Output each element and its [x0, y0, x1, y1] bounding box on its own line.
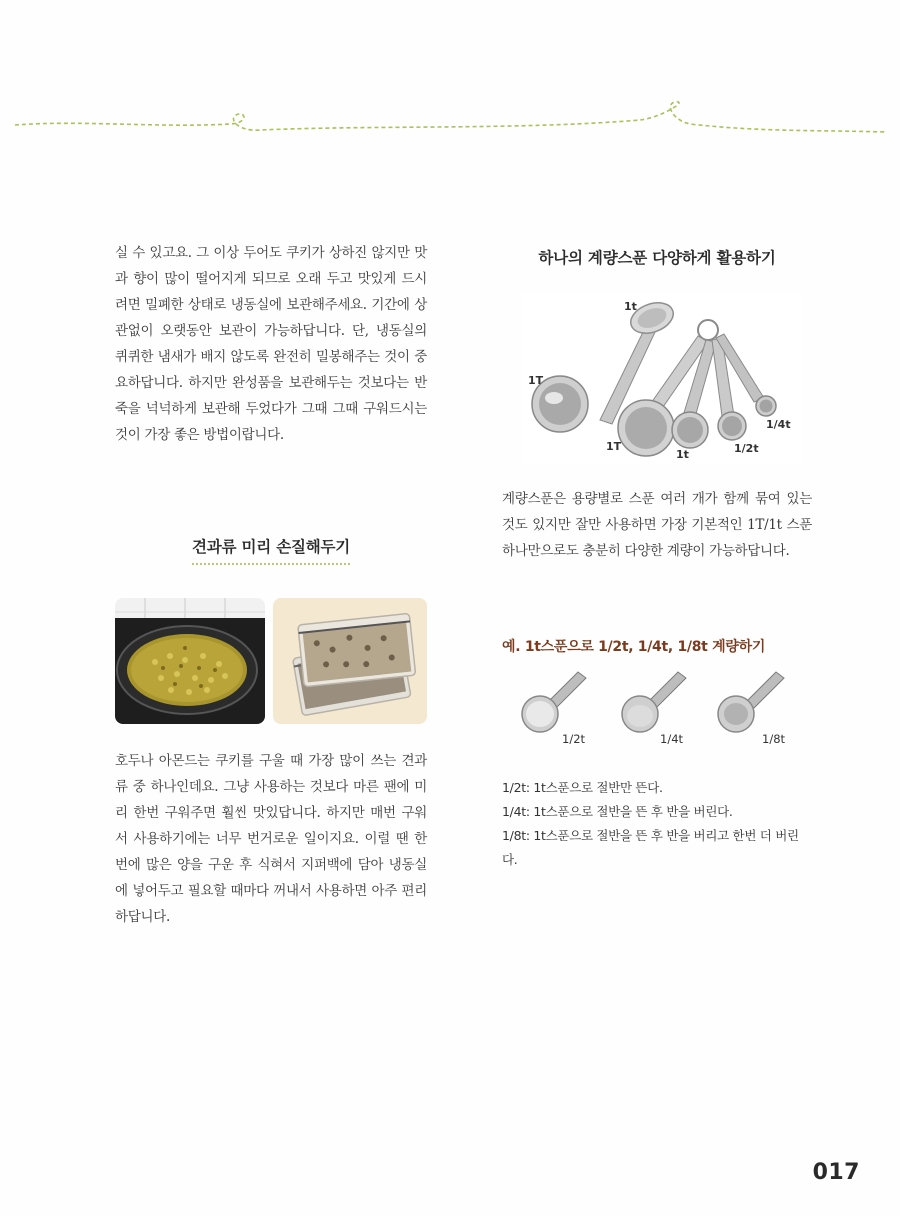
example-title-wrap — [502, 636, 812, 656]
caption-eighth-t: 1/8t — [762, 732, 786, 746]
label-1t-bottom: 1t — [676, 448, 689, 461]
label-quarter-t: 1/4t — [766, 418, 791, 431]
spoon-section-heading: 하나의 계량스푼 다양하게 활용하기 — [538, 249, 776, 267]
example-title: 예. 1t스푼으로 1/2t, 1/4t, 1/8t 계량하기 — [502, 639, 766, 655]
caption-quarter-t: 1/4t — [660, 732, 684, 746]
label-1T-left: 1T — [528, 374, 544, 387]
left-column — [115, 240, 427, 448]
nuts-photo-row — [115, 598, 427, 724]
nuts-section-heading: 견과류 미리 손질해두기 — [192, 535, 350, 565]
intro-paragraph: 실 수 있고요. 그 이상 두어도 쿠키가 상하진 않지만 맛과 향이 많이 떨어지게 되므로 오래 두고 맛있게 드시려면 밀폐한 상태로 냉동실에 보관해주세요. 기간에 상관없이 오랫동안 보관이 가능하답니다. 단, 냉동실의 퀴퀴한 냄새가 배지 않도록 완전히 밀봉해주는 것이 중요하답니다. 하지만 완성품을 보관해두는 것보다는 반죽을 넉넉하게 보관해 두었다가 그때 그때 구워드시는 것이 가장 좋은 방법이랍니다. — [115, 245, 427, 443]
nuts-section-heading-wrap — [115, 535, 427, 565]
instructions-list — [502, 776, 812, 872]
zipper-bag-photo — [273, 598, 427, 724]
instruction-half: 1/2t: 1t스푼으로 절반만 뜬다. — [502, 780, 663, 795]
caption-half-t: 1/2t — [562, 732, 586, 746]
pan-nuts-photo — [115, 598, 265, 724]
page-number: 017 — [812, 1160, 860, 1185]
example-spoons-illustration — [508, 664, 808, 734]
label-1T-bottom: 1T — [606, 440, 622, 453]
spoon-heading-wrap — [502, 246, 812, 268]
spoon-text-wrap — [502, 486, 812, 564]
decorative-dotted-line — [0, 80, 900, 150]
measuring-spoons-illustration — [522, 292, 802, 464]
example-spoons-row — [508, 664, 808, 750]
instruction-quarter: 1/4t: 1t스푼으로 절반을 뜬 후 반을 버린다. — [502, 804, 733, 819]
spoon-paragraph: 계량스푼은 용량별로 스푼 여러 개가 함께 묶여 있는 것도 있지만 잘만 사용하면 가장 기본적인 1T/1t 스푼 하나만으로도 충분히 다양한 계량이 가능하답니다. — [502, 491, 812, 559]
label-half-t: 1/2t — [734, 442, 759, 455]
nuts-text-wrap — [115, 748, 427, 930]
nuts-paragraph: 호두나 아몬드는 쿠키를 구울 때 가장 많이 쓰는 견과류 중 하나인데요. 그냥 사용하는 것보다 마른 팬에 미리 한번 구워주면 훨씬 맛있답니다. 하지만 매번 구워서 사용하기에는 너무 번거로운 일이지요. 이럴 땐 한번에 많은 양을 구운 후 식혀서 지퍼백에 담아 냉동실에 넣어두고 필요할 때마다 꺼내서 사용하면 아주 편리하답니다. — [115, 753, 427, 925]
label-1t-top: 1t — [624, 300, 637, 313]
instruction-eighth: 1/8t: 1t스푼으로 절반을 뜬 후 반을 버리고 한번 더 버린다. — [502, 828, 799, 867]
